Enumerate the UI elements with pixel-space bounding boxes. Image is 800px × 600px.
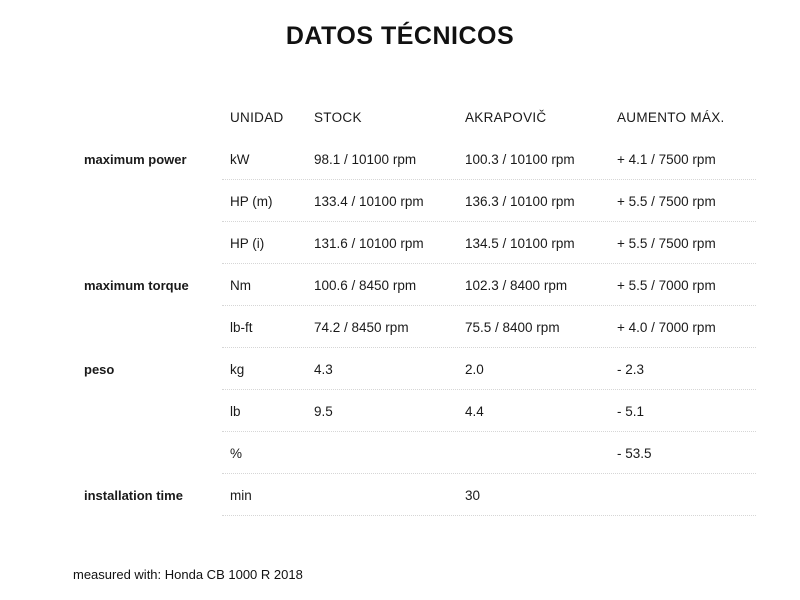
unit-cell: lb-ft <box>230 320 253 335</box>
stock-cell: 9.5 <box>314 404 333 419</box>
header-unit: UNIDAD <box>230 110 284 125</box>
stock-cell: 131.6 / 10100 rpm <box>314 236 424 251</box>
akrapovic-cell: 136.3 / 10100 rpm <box>465 194 575 209</box>
table-body <box>72 138 756 516</box>
header-akrapovic: AKRAPOVIČ <box>465 110 547 125</box>
unit-cell: lb <box>230 404 241 419</box>
stock-cell: 4.3 <box>314 362 333 377</box>
akrapovic-cell: 75.5 / 8400 rpm <box>465 320 560 335</box>
increase-cell: - 5.1 <box>617 404 645 419</box>
header-stock: STOCK <box>314 110 362 125</box>
unit-cell: % <box>230 446 243 461</box>
row-divider <box>222 515 756 516</box>
akrapovic-cell: 102.3 / 8400 rpm <box>465 278 568 293</box>
page-title: DATOS TÉCNICOS <box>285 22 515 50</box>
table-row <box>72 222 756 264</box>
table-row <box>72 474 756 516</box>
footnote: measured with: Honda CB 1000 R 2018 <box>73 567 303 582</box>
increase-cell: - 2.3 <box>617 362 645 377</box>
stock-cell: 133.4 / 10100 rpm <box>314 194 424 209</box>
increase-cell: + 4.0 / 7000 rpm <box>617 320 716 335</box>
stock-cell: 98.1 / 10100 rpm <box>314 152 417 167</box>
row-label: peso <box>84 362 115 377</box>
table-header-row <box>72 96 756 138</box>
table-row <box>72 306 756 348</box>
stock-cell: 100.6 / 8450 rpm <box>314 278 417 293</box>
table-row <box>72 138 756 180</box>
akrapovic-cell: 30 <box>465 488 481 503</box>
table-row <box>72 432 756 474</box>
unit-cell: Nm <box>230 278 251 293</box>
increase-cell: - 53.5 <box>617 446 652 461</box>
akrapovic-cell: 134.5 / 10100 rpm <box>465 236 575 251</box>
increase-cell: + 5.5 / 7000 rpm <box>617 278 716 293</box>
unit-cell: HP (i) <box>230 236 265 251</box>
akrapovic-cell: 4.4 <box>465 404 484 419</box>
row-label: maximum power <box>84 152 187 167</box>
table-row <box>72 390 756 432</box>
akrapovic-cell: 100.3 / 10100 rpm <box>465 152 575 167</box>
akrapovic-cell: 2.0 <box>465 362 484 377</box>
table-row <box>72 264 756 306</box>
row-label: maximum torque <box>84 278 189 293</box>
unit-cell: kW <box>230 152 250 167</box>
table-row <box>72 180 756 222</box>
increase-cell: + 5.5 / 7500 rpm <box>617 236 716 251</box>
increase-cell: + 5.5 / 7500 rpm <box>617 194 716 209</box>
spec-table <box>72 96 756 516</box>
header-max-increase: AUMENTO MÁX. <box>617 110 725 125</box>
row-label: installation time <box>84 488 183 503</box>
unit-cell: HP (m) <box>230 194 273 209</box>
table-row <box>72 348 756 390</box>
unit-cell: kg <box>230 362 245 377</box>
increase-cell: + 4.1 / 7500 rpm <box>617 152 716 167</box>
unit-cell: min <box>230 488 252 503</box>
stock-cell: 74.2 / 8450 rpm <box>314 320 409 335</box>
